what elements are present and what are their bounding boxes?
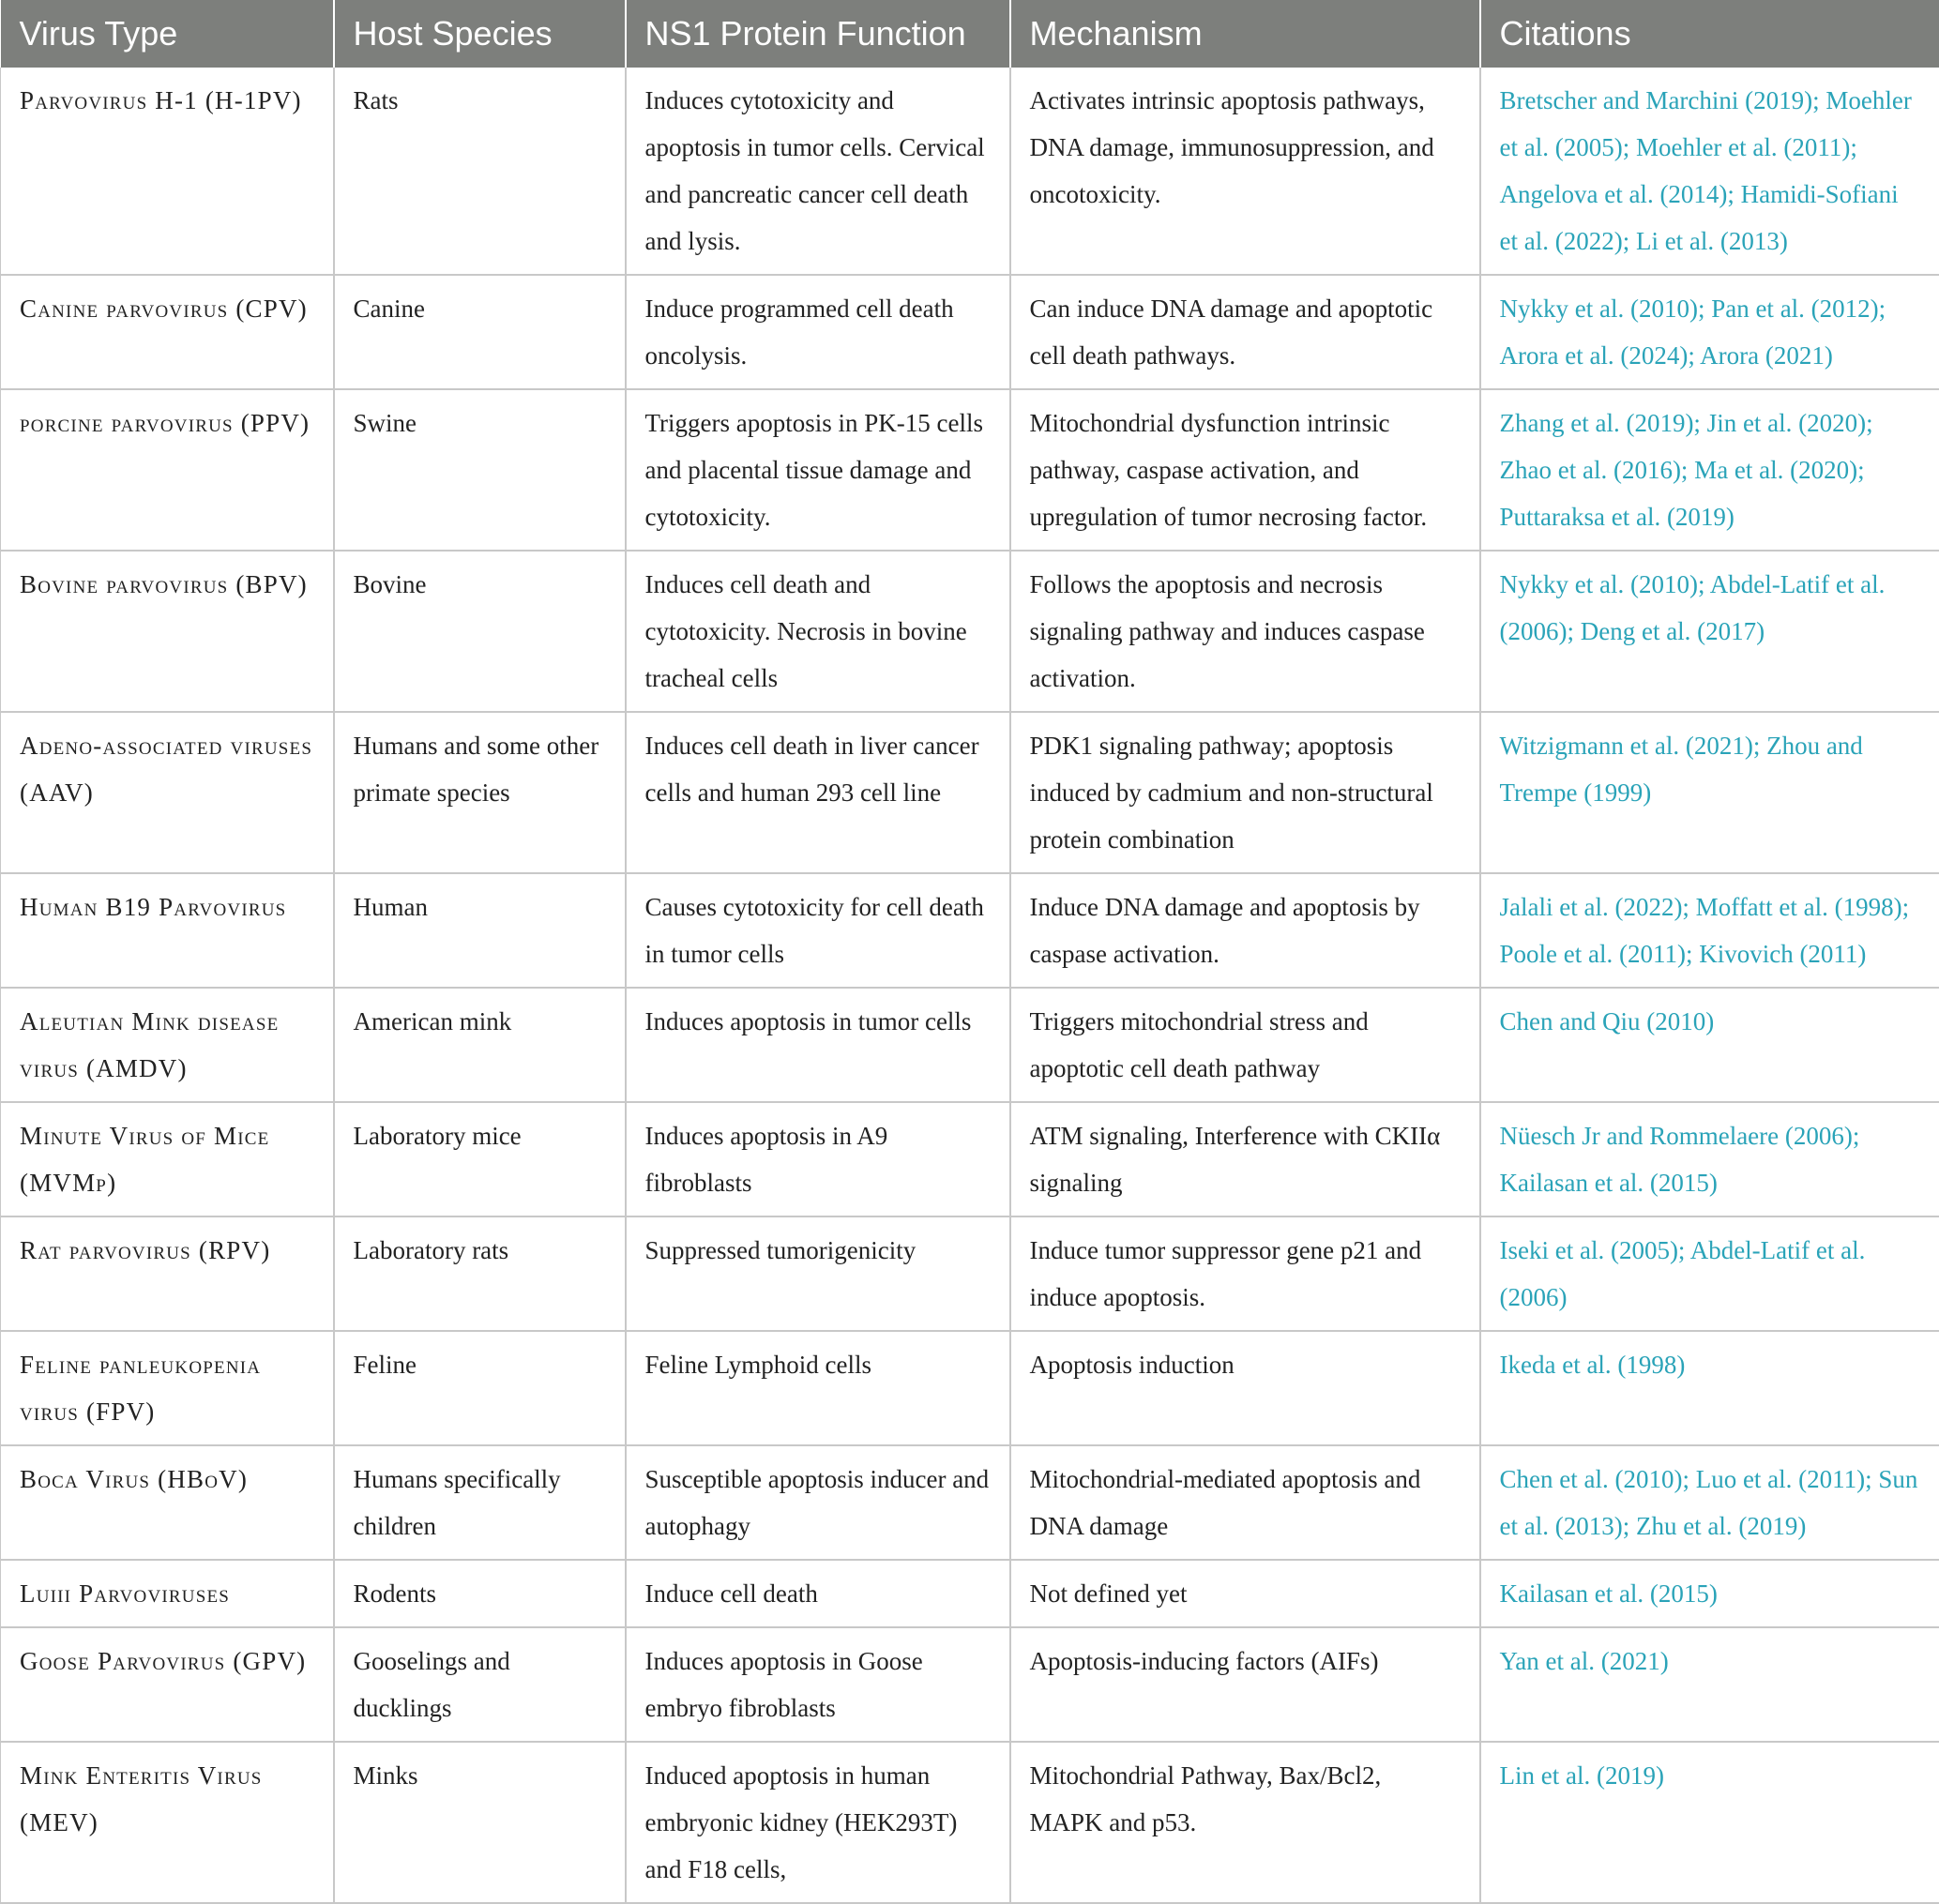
cell-citations[interactable]: Nykky et al. (2010); Pan et al. (2012); Arora et al. (2024); Arora (2021) [1480, 275, 1939, 389]
cell-host-species: American mink [334, 988, 626, 1102]
cell-mechanism: Can induce DNA damage and apoptotic cell death pathways. [1010, 275, 1480, 389]
cell-mechanism: Activates intrinsic apoptosis pathways, DNA damage, immunosuppression, and oncotoxicity. [1010, 68, 1480, 275]
cell-virus-type: porcine parvovirus (PPV) [1, 389, 334, 551]
cell-ns1-function: Susceptible apoptosis inducer and autophagy [626, 1445, 1010, 1560]
cell-ns1-function: Induced apoptosis in human embryonic kidney (HEK293T) and F18 cells, [626, 1742, 1010, 1903]
table-row [1, 551, 1939, 712]
cell-ns1-function: Induces cell death and cytotoxicity. Necrosis in bovine tracheal cells [626, 551, 1010, 712]
cell-ns1-function: Induce cell death [626, 1560, 1010, 1627]
table-row [1, 712, 1939, 873]
cell-ns1-function: Induces cytotoxicity and apoptosis in tumor cells. Cervical and pancreatic cancer cell death and lysis. [626, 68, 1010, 275]
cell-ns1-function: Feline Lymphoid cells [626, 1331, 1010, 1445]
cell-virus-type: Boca Virus (HBoV) [1, 1445, 334, 1560]
cell-virus-type: Bovine parvovirus (BPV) [1, 551, 334, 712]
cell-virus-type: Minute Virus of Mice (MVMp) [1, 1102, 334, 1216]
cell-citations[interactable]: Zhang et al. (2019); Jin et al. (2020); Zhao et al. (2016); Ma et al. (2020); Puttaraksa et al. (2019) [1480, 389, 1939, 551]
cell-virus-type: Feline panleukopenia virus (FPV) [1, 1331, 334, 1445]
cell-virus-type: Canine parvovirus (CPV) [1, 275, 334, 389]
table-body [1, 68, 1939, 1903]
table-header [1, 0, 1939, 68]
cell-mechanism: Apoptosis-inducing factors (AIFs) [1010, 1627, 1480, 1742]
cell-virus-type: Aleutian Mink disease virus (AMDV) [1, 988, 334, 1102]
cell-mechanism: Not defined yet [1010, 1560, 1480, 1627]
cell-host-species: Laboratory mice [334, 1102, 626, 1216]
cell-host-species: Humans specifically children [334, 1445, 626, 1560]
cell-mechanism: Mitochondrial dysfunction intrinsic pathway, caspase activation, and upregulation of tumor necrosing factor. [1010, 389, 1480, 551]
cell-host-species: Minks [334, 1742, 626, 1903]
cell-mechanism: Mitochondrial Pathway, Bax/Bcl2, MAPK and p53. [1010, 1742, 1480, 1903]
cell-virus-type: Adeno-associated viruses (AAV) [1, 712, 334, 873]
cell-host-species: Rodents [334, 1560, 626, 1627]
table-row [1, 275, 1939, 389]
cell-mechanism: PDK1 signaling pathway; apoptosis induced by cadmium and non-structural protein combination [1010, 712, 1480, 873]
header-row [1, 0, 1939, 68]
cell-citations[interactable]: Ikeda et al. (1998) [1480, 1331, 1939, 1445]
cell-mechanism: Follows the apoptosis and necrosis signaling pathway and induces caspase activation. [1010, 551, 1480, 712]
header-host-species: Host Species [334, 0, 626, 68]
cell-host-species: Human [334, 873, 626, 988]
table-row [1, 988, 1939, 1102]
cell-ns1-function: Suppressed tumorigenicity [626, 1216, 1010, 1331]
table-row [1, 873, 1939, 988]
table-row [1, 1742, 1939, 1903]
cell-host-species: Laboratory rats [334, 1216, 626, 1331]
cell-mechanism: ATM signaling, Interference with CKIIα signaling [1010, 1102, 1480, 1216]
table-row [1, 1102, 1939, 1216]
table-row [1, 389, 1939, 551]
cell-virus-type: Goose Parvovirus (GPV) [1, 1627, 334, 1742]
table-row [1, 1627, 1939, 1742]
table-row [1, 1560, 1939, 1627]
cell-citations[interactable]: Kailasan et al. (2015) [1480, 1560, 1939, 1627]
cell-host-species: Humans and some other primate species [334, 712, 626, 873]
cell-citations[interactable]: Chen et al. (2010); Luo et al. (2011); Sun et al. (2013); Zhu et al. (2019) [1480, 1445, 1939, 1560]
cell-mechanism: Induce tumor suppressor gene p21 and induce apoptosis. [1010, 1216, 1480, 1331]
table-row [1, 1216, 1939, 1331]
table-row [1, 1331, 1939, 1445]
cell-host-species: Feline [334, 1331, 626, 1445]
cell-ns1-function: Induces cell death in liver cancer cells and human 293 cell line [626, 712, 1010, 873]
cell-virus-type: Human B19 Parvovirus [1, 873, 334, 988]
cell-host-species: Bovine [334, 551, 626, 712]
cell-ns1-function: Induce programmed cell death oncolysis. [626, 275, 1010, 389]
cell-ns1-function: Induces apoptosis in A9 fibroblasts [626, 1102, 1010, 1216]
header-virus-type: Virus Type [1, 0, 334, 68]
cell-citations[interactable]: Nykky et al. (2010); Abdel-Latif et al. (2006); Deng et al. (2017) [1480, 551, 1939, 712]
cell-citations[interactable]: Chen and Qiu (2010) [1480, 988, 1939, 1102]
cell-citations[interactable]: Lin et al. (2019) [1480, 1742, 1939, 1903]
cell-virus-type: Mink Enteritis Virus (MEV) [1, 1742, 334, 1903]
cell-citations[interactable]: Jalali et al. (2022); Moffatt et al. (1998); Poole et al. (2011); Kivovich (2011) [1480, 873, 1939, 988]
cell-citations[interactable]: Witzigmann et al. (2021); Zhou and Trempe (1999) [1480, 712, 1939, 873]
cell-host-species: Canine [334, 275, 626, 389]
cell-citations[interactable]: Yan et al. (2021) [1480, 1627, 1939, 1742]
cell-mechanism: Apoptosis induction [1010, 1331, 1480, 1445]
cell-virus-type: Luiii Parvoviruses [1, 1560, 334, 1627]
header-citations: Citations [1480, 0, 1939, 68]
cell-virus-type: Parvovirus H-1 (H-1PV) [1, 68, 334, 275]
header-ns1-function: NS1 Protein Function [626, 0, 1010, 68]
cell-virus-type: Rat parvovirus (RPV) [1, 1216, 334, 1331]
cell-host-species: Rats [334, 68, 626, 275]
cell-citations[interactable]: Nüesch Jr and Rommelaere (2006); Kailasan et al. (2015) [1480, 1102, 1939, 1216]
cell-ns1-function: Causes cytotoxicity for cell death in tumor cells [626, 873, 1010, 988]
cell-mechanism: Mitochondrial-mediated apoptosis and DNA damage [1010, 1445, 1480, 1560]
header-mechanism: Mechanism [1010, 0, 1480, 68]
table-row [1, 68, 1939, 275]
cell-ns1-function: Induces apoptosis in Goose embryo fibroblasts [626, 1627, 1010, 1742]
cell-citations[interactable]: Iseki et al. (2005); Abdel-Latif et al. (2006) [1480, 1216, 1939, 1331]
table-row [1, 1445, 1939, 1560]
cell-citations[interactable]: Bretscher and Marchini (2019); Moehler et al. (2005); Moehler et al. (2011); Angelova et al. (2014); Hamidi-Sofiani et al. (2022); Li et al. (2013) [1480, 68, 1939, 275]
cell-host-species: Swine [334, 389, 626, 551]
cell-host-species: Gooselings and ducklings [334, 1627, 626, 1742]
cell-mechanism: Triggers mitochondrial stress and apoptotic cell death pathway [1010, 988, 1480, 1102]
cell-mechanism: Induce DNA damage and apoptosis by caspase activation. [1010, 873, 1480, 988]
cell-ns1-function: Induces apoptosis in tumor cells [626, 988, 1010, 1102]
cell-ns1-function: Triggers apoptosis in PK-15 cells and placental tissue damage and cytotoxicity. [626, 389, 1010, 551]
